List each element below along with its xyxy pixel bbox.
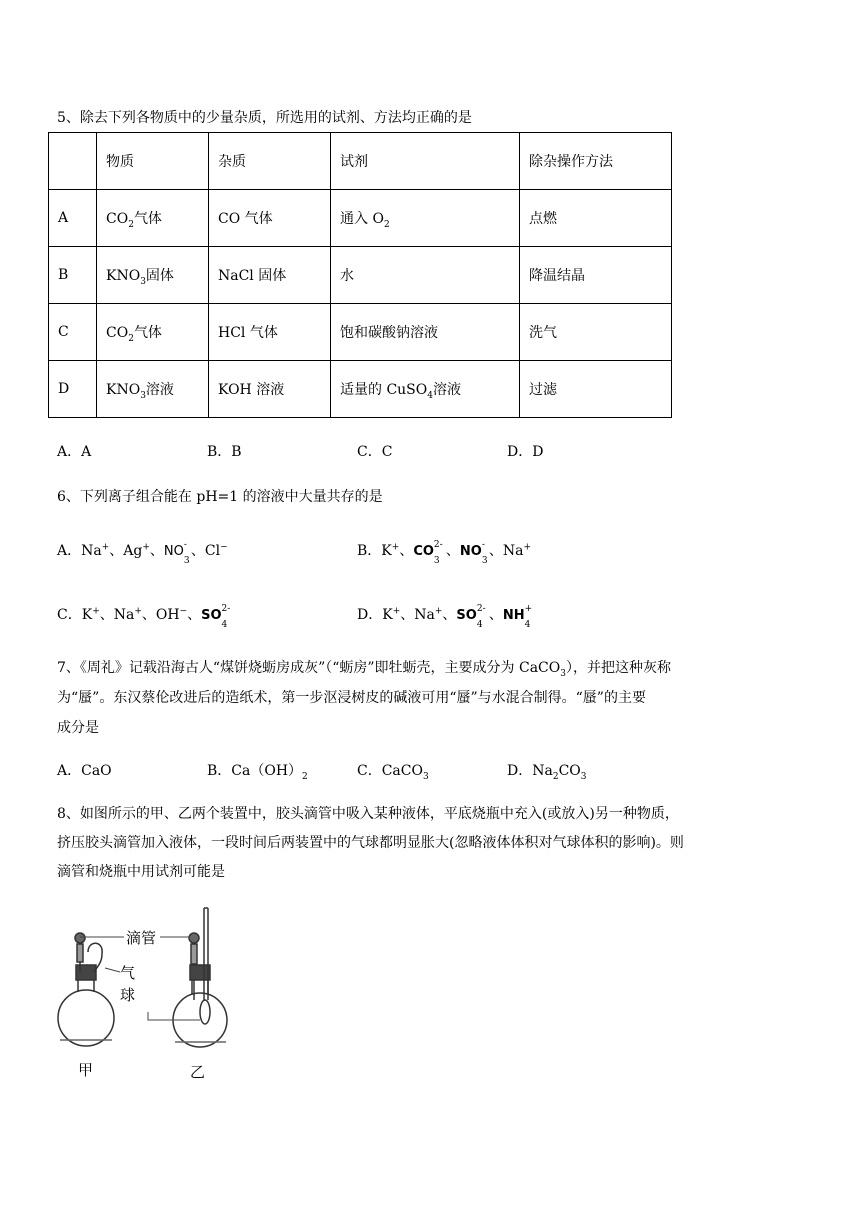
table-header-row bbox=[49, 133, 672, 190]
impurity-cell: CO 气体 bbox=[209, 190, 331, 247]
q5-option-c[interactable]: C．C bbox=[357, 444, 393, 460]
substance-cell: $CO_2$气体 bbox=[97, 190, 209, 247]
method-cell: 点燃 bbox=[520, 190, 672, 247]
q5-option-d[interactable]: D．D bbox=[507, 444, 544, 460]
substance-cell: $KNO_3$溶液 bbox=[97, 361, 209, 418]
row-label: B bbox=[49, 247, 97, 304]
q6-option-b[interactable]: B．K+、CO 2- 3 、NO - 3 、Na+ bbox=[357, 540, 531, 566]
row-label: D bbox=[49, 361, 97, 418]
substance-cell: $CO_2$气体 bbox=[97, 304, 209, 361]
reagent-cell: 通入 $O_2$ bbox=[331, 190, 520, 247]
q6-option-a[interactable]: A．Na+、Ag+、NO - 3 、Cl− bbox=[57, 540, 228, 566]
q7-option-c[interactable]: C．CaCO$_3$ bbox=[357, 763, 429, 782]
substance-cell: $KNO_3$固体 bbox=[97, 247, 209, 304]
q6-option-c[interactable]: C．K+、Na+、OH−、SO 2- 4 bbox=[57, 604, 231, 630]
header-cell bbox=[49, 133, 97, 190]
q7-option-d[interactable]: D．$Na_2CO_3$ bbox=[507, 763, 587, 782]
label-yi: 乙 bbox=[190, 1063, 206, 1081]
label-balloon: 气 bbox=[120, 964, 136, 982]
flask-yi bbox=[173, 908, 227, 1047]
apparatus-diagram bbox=[48, 900, 248, 1085]
reagent-cell: 饱和碳酸钠溶液 bbox=[331, 304, 520, 361]
header-cell: 物质 bbox=[97, 133, 209, 190]
label-dropper: 滴管 bbox=[126, 929, 157, 947]
method-cell: 过滤 bbox=[520, 361, 672, 418]
q7-option-a[interactable]: A．CaO bbox=[57, 763, 112, 779]
impurity-cell: HCl 气体 bbox=[209, 304, 331, 361]
impurity-cell: KOH 溶液 bbox=[209, 361, 331, 418]
table-row bbox=[49, 190, 672, 247]
table-row bbox=[49, 361, 672, 418]
balloon-leader bbox=[105, 968, 120, 972]
label-balloon: 球 bbox=[120, 986, 136, 1004]
table-row bbox=[49, 247, 672, 304]
q6-stem: 6、下列离子组合能在 pH=1 的溶液中大量共存的是 bbox=[57, 489, 383, 505]
row-label: A bbox=[49, 190, 97, 247]
q5-option-b[interactable]: B．B bbox=[207, 444, 242, 460]
q8-stem-line-3: 滴管和烧瓶中用试剂可能是 bbox=[57, 864, 225, 880]
q8-stem-line-1: 8、如图所示的甲、乙两个装置中，胶头滴管中吸入某种液体，平底烧瓶中充入(或放入)另一种物质， bbox=[57, 806, 679, 822]
label-jia: 甲 bbox=[78, 1061, 94, 1079]
header-cell: 杂质 bbox=[209, 133, 331, 190]
table-row bbox=[49, 304, 672, 361]
q5-option-a[interactable]: A．A bbox=[57, 444, 92, 460]
reagent-cell: 适量的 CuSO$_4$溶液 bbox=[331, 361, 520, 418]
header-cell: 除杂操作方法 bbox=[520, 133, 672, 190]
method-cell: 洗气 bbox=[520, 304, 672, 361]
method-cell: 降温结晶 bbox=[520, 247, 672, 304]
q7-option-b[interactable]: B．$Ca(OH)_2$ bbox=[207, 763, 308, 782]
flask-jia bbox=[58, 933, 114, 1046]
q5-stem: 5、除去下列各物质中的少量杂质，所选用的试剂、方法均正确的是 bbox=[57, 110, 472, 126]
q7-stem-line-3: 成分是 bbox=[57, 720, 99, 736]
q7-stem-line-1: 7、《周礼》记载沿海古人“煤饼烧蛎房成灰”（“蛎房”即牡蛎壳，主要成分为 CaCO$_3$），并把这种灰称 bbox=[57, 660, 671, 679]
header-cell: 试剂 bbox=[331, 133, 520, 190]
reagent-cell: 水 bbox=[331, 247, 520, 304]
impurity-cell: NaCl 固体 bbox=[209, 247, 331, 304]
q7-stem-line-2: 为“蜃”。东汉蔡伦改进后的造纸术，第一步沤浸树皮的碱液可用“蜃”与水混合制得。“蜃”的主要 bbox=[57, 690, 646, 706]
q8-stem-line-2: 挤压胶头滴管加入液体，一段时间后两装置中的气球都明显胀大(忽略液体体积对气球体积的影响)。则 bbox=[57, 835, 684, 851]
q6-option-d[interactable]: D．K+、Na+、SO 2- 4 、NH + 4 bbox=[357, 604, 533, 630]
row-label: C bbox=[49, 304, 97, 361]
q5-table bbox=[48, 132, 672, 418]
